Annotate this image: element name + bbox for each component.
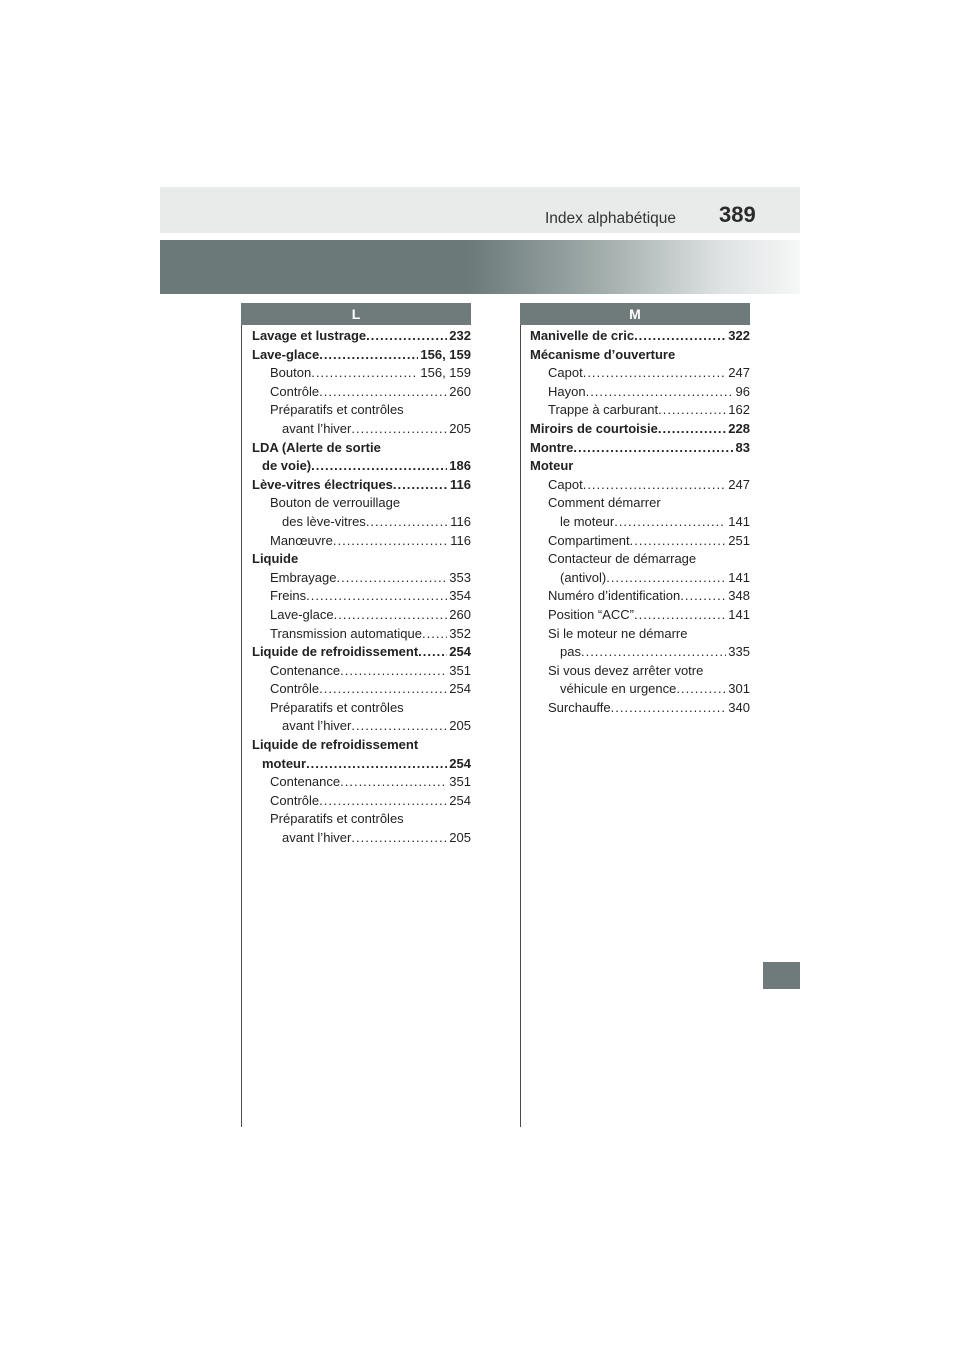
index-entry-label: le moteur [560, 513, 615, 529]
leader-dots [351, 420, 447, 439]
leader-dots [351, 717, 447, 736]
index-entry [530, 643, 750, 662]
leader-dots [614, 513, 726, 532]
index-entry [530, 401, 750, 420]
index-entry-label: Contrôle [270, 681, 320, 697]
index-entry [530, 680, 750, 699]
leader-dots [581, 643, 726, 662]
leader-dots [634, 606, 726, 625]
index-entry-page: 162 [728, 402, 750, 418]
index-entry-page: 156, 159 [420, 365, 471, 381]
index-entry-label: Contenance [270, 774, 341, 790]
index-entry-label: Contacteur de démarrage [548, 551, 697, 567]
index-entry-label: Contenance [270, 662, 341, 678]
index-entry-label: Liquide [252, 551, 299, 567]
index-entry-page: 83 [735, 439, 750, 455]
index-entry [252, 383, 471, 402]
leader-dots [676, 680, 726, 699]
index-entry [252, 773, 471, 792]
index-entry [530, 494, 750, 513]
leader-dots [366, 513, 448, 532]
index-entry-page: 251 [728, 532, 750, 548]
index-entry-page: 301 [728, 681, 750, 697]
index-entry-label: Mécanisme d’ouverture [530, 346, 676, 362]
index-entry-label: Préparatifs et contrôles [270, 402, 404, 418]
index-entry-label: Position “ACC” [548, 606, 634, 622]
index-entry-label: avant l’hiver [282, 420, 352, 436]
index-entry [252, 513, 471, 532]
leader-dots [340, 773, 447, 792]
index-entry-page: 322 [728, 328, 750, 343]
index-entry [252, 420, 471, 439]
index-entry-page: 254 [449, 792, 471, 808]
index-entry-label: Lave-glace [270, 606, 334, 622]
index-entry-label: Compartiment [548, 532, 630, 548]
index-entry-label: Moteur [530, 458, 574, 474]
index-entry-page: 205 [449, 718, 471, 734]
index-entry-page: 116 [450, 532, 471, 548]
leader-dots [319, 680, 447, 699]
index-entry [252, 550, 471, 569]
index-entry [252, 699, 471, 718]
leader-dots [658, 420, 726, 439]
index-entry-label: Lève-vitres électriques [252, 476, 393, 492]
index-entry [252, 643, 471, 662]
index-entry-label: avant l’hiver [282, 830, 352, 846]
index-entry-label: des lève-vitres [282, 513, 366, 529]
header-bar [160, 187, 800, 233]
column-rule-right [520, 325, 521, 1127]
index-entry [252, 810, 471, 829]
leader-dots [573, 439, 733, 458]
leader-dots [418, 643, 447, 662]
index-entry-label: Trappe à carburant [548, 402, 659, 418]
index-entry [530, 699, 750, 718]
leader-dots [319, 792, 447, 811]
index-entry-page: 351 [449, 774, 471, 790]
index-entry [252, 717, 471, 736]
index-entry [530, 587, 750, 606]
index-entry-label: Contrôle [270, 383, 320, 399]
index-entry-label: Lave-glace [252, 346, 320, 362]
leader-dots [658, 401, 726, 420]
leader-dots [606, 569, 726, 588]
index-entry-label: Capot [548, 476, 583, 492]
leader-dots [630, 532, 727, 551]
leader-dots [306, 587, 447, 606]
index-entry-label: Capot [548, 365, 583, 381]
index-entry-label: Manœuvre [270, 532, 333, 548]
index-entry-label: pas [560, 644, 581, 660]
index-entry [530, 346, 750, 365]
index-entry-page: 116 [450, 476, 471, 492]
letter-header-m: M [520, 303, 750, 325]
index-entry [530, 383, 750, 402]
index-entry-page: 247 [728, 365, 750, 381]
index-entry-page: 205 [449, 420, 471, 436]
index-entry [252, 364, 471, 383]
index-entry-page: 186 [449, 458, 471, 474]
column-rule-left [241, 325, 242, 1127]
index-entry-label: Préparatifs et contrôles [270, 811, 404, 827]
leader-dots [319, 383, 447, 402]
index-entry-page: 354 [449, 588, 471, 604]
leader-dots [306, 755, 447, 774]
index-entry [252, 346, 471, 365]
index-entry [252, 457, 471, 476]
index-entry-page: 254 [449, 681, 471, 697]
index-entry-label: Manivelle de cric [530, 328, 635, 343]
index-column-m [530, 327, 750, 717]
index-entry [530, 513, 750, 532]
index-entry [252, 625, 471, 644]
leader-dots [586, 383, 734, 402]
index-entry-page: 205 [449, 830, 471, 846]
index-entry-label: Miroirs de courtoisie [530, 420, 658, 436]
index-entry [252, 569, 471, 588]
index-entry-label: Si le moteur ne démarre [548, 625, 688, 641]
index-entry [252, 755, 471, 774]
index-entry [252, 680, 471, 699]
index-entry-page: 260 [449, 383, 471, 399]
index-entry [252, 606, 471, 625]
index-entry-page: 351 [449, 662, 471, 678]
leader-dots [611, 699, 727, 718]
index-entry [252, 494, 471, 513]
index-entry-page: 228 [728, 420, 750, 436]
leader-dots [311, 364, 418, 383]
index-entry [530, 550, 750, 569]
index-entry-label: Surchauffe [548, 699, 611, 715]
index-entry [252, 662, 471, 681]
index-entry-label: Hayon [548, 383, 586, 399]
index-entry-label: Numéro d’identification [548, 588, 681, 604]
index-entry-page: 335 [728, 644, 750, 660]
index-entry [530, 625, 750, 644]
index-entry-label: Comment démarrer [548, 495, 661, 511]
index-entry-label: Transmission automatique [270, 625, 422, 641]
index-entry-label: Contrôle [270, 792, 320, 808]
index-entry-page: 141 [728, 513, 750, 529]
index-entry-page: 232 [449, 328, 471, 343]
index-entry [252, 476, 471, 495]
index-entry-page: 156, 159 [420, 346, 471, 362]
index-entry-page: 254 [449, 755, 471, 771]
index-entry-page: 340 [728, 699, 750, 715]
index-entry-label: avant l’hiver [282, 718, 352, 734]
index-entry [252, 401, 471, 420]
index-entry-page: 352 [449, 625, 471, 641]
index-entry-label: Lavage et lustrage [252, 328, 367, 343]
leader-dots [583, 364, 727, 383]
index-entry [530, 569, 750, 588]
index-entry-label: véhicule en urgence [560, 681, 677, 697]
decorative-band [160, 240, 800, 294]
index-entry [530, 364, 750, 383]
index-entry [530, 457, 750, 476]
leader-dots [634, 327, 726, 346]
index-entry [530, 476, 750, 495]
index-entry-page: 247 [728, 476, 750, 492]
index-entry-page: 96 [735, 383, 750, 399]
index-entry-label: Préparatifs et contrôles [270, 699, 404, 715]
index-entry [530, 420, 750, 439]
index-entry-label: Liquide de refroidissement [252, 644, 419, 660]
leader-dots [351, 829, 447, 848]
index-column-l [252, 327, 471, 848]
index-entry [252, 736, 471, 755]
leader-dots [319, 346, 418, 365]
index-entry [530, 327, 750, 346]
thumb-tab [763, 962, 800, 989]
section-title: Index alphabétique [545, 210, 677, 227]
leader-dots [340, 662, 447, 681]
index-entry-label: moteur [262, 755, 307, 771]
index-entry [252, 587, 471, 606]
index-entry-label: Si vous devez arrêter votre [548, 662, 704, 678]
index-entry [252, 327, 471, 346]
index-entry [530, 606, 750, 625]
leader-dots [336, 569, 447, 588]
leader-dots [680, 587, 726, 606]
index-entry [530, 532, 750, 551]
index-entry-page: 348 [728, 588, 750, 604]
leader-dots [583, 476, 727, 495]
leader-dots [422, 625, 447, 644]
leader-dots [333, 532, 448, 551]
index-entry [252, 829, 471, 848]
index-entry [252, 439, 471, 458]
index-entry-page: 141 [728, 569, 750, 585]
index-entry [252, 792, 471, 811]
index-entry-page: 141 [728, 606, 750, 622]
index-entry-label: Bouton de verrouillage [270, 495, 401, 511]
letter-header-l: L [241, 303, 471, 325]
index-entry [530, 662, 750, 681]
leader-dots [334, 606, 448, 625]
index-entry-label: Freins [270, 588, 307, 604]
index-entry-page: 260 [449, 606, 471, 622]
index-entry [252, 532, 471, 551]
index-entry-label: Liquide de refroidissement [252, 737, 419, 753]
index-entry-label: (antivol) [560, 569, 607, 585]
index-entry-label: Embrayage [270, 569, 337, 585]
index-entry-page: 353 [449, 569, 471, 585]
index-entry-label: LDA (Alerte de sortie [252, 439, 381, 455]
page-number: 389 [719, 202, 756, 227]
index-entry-label: Montre [530, 439, 574, 455]
leader-dots [393, 476, 448, 495]
index-entry [530, 439, 750, 458]
index-entry-label: Bouton [270, 365, 312, 381]
index-entry-page: 116 [450, 513, 471, 529]
leader-dots [366, 327, 447, 346]
index-entry-label: de voie) [262, 458, 312, 474]
leader-dots [311, 457, 447, 476]
index-entry-page: 254 [449, 644, 471, 660]
